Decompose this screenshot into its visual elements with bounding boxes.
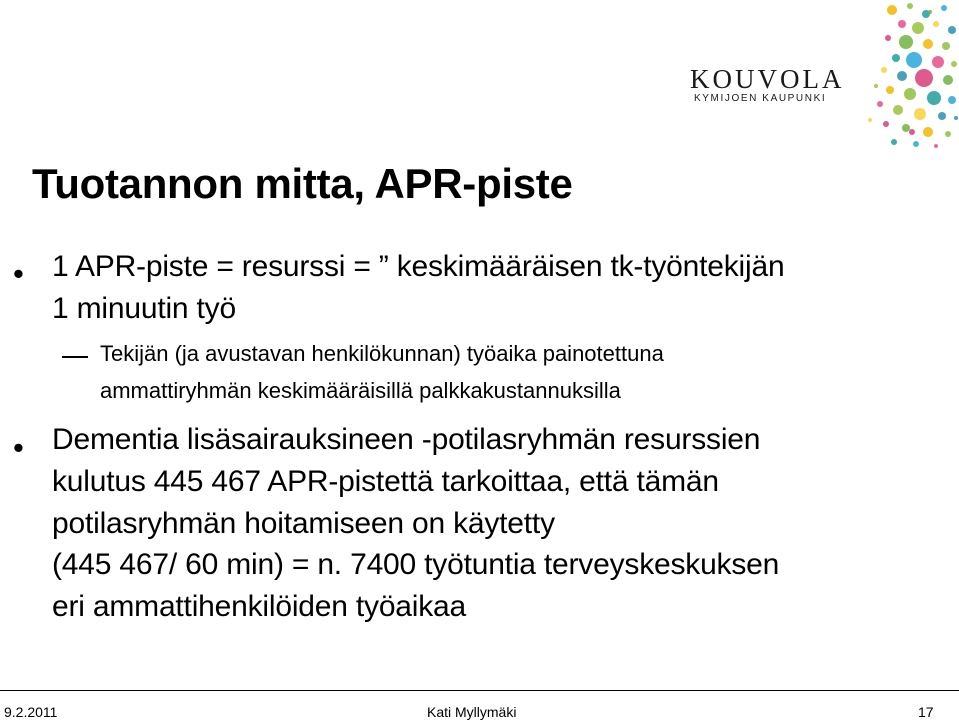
logo-dot bbox=[897, 71, 907, 81]
bullet-marker: • bbox=[13, 430, 24, 465]
logo-dot bbox=[883, 121, 889, 127]
logo-dot bbox=[904, 88, 916, 100]
logo-dot bbox=[951, 61, 957, 67]
logo-dot bbox=[943, 75, 953, 85]
logo-dot bbox=[927, 91, 941, 105]
logo-dot bbox=[928, 10, 932, 14]
slide-title: Tuotannon mitta, APR-piste bbox=[32, 160, 573, 207]
bullet-1-line-1: 1 APR-piste = resurssi = ” keskimääräisen tk-työntekijän bbox=[52, 250, 785, 283]
logo-dot bbox=[913, 141, 919, 147]
logo-dot bbox=[892, 54, 900, 62]
logo-dot bbox=[954, 116, 958, 120]
bullet-2-line-1: Dementia lisäsairauksineen -potilasryhmän resurssien bbox=[52, 423, 761, 456]
logo-dot bbox=[877, 101, 883, 107]
logo-dot bbox=[893, 105, 903, 115]
logo-dot bbox=[948, 96, 956, 104]
footer-author: Kati Myllymäki bbox=[427, 704, 517, 720]
logo-dot bbox=[938, 112, 946, 120]
logo-dot bbox=[948, 26, 956, 34]
logo-dot bbox=[885, 35, 891, 41]
footer-date: 9.2.2011 bbox=[4, 704, 58, 720]
logo-dot bbox=[906, 52, 922, 68]
logo-dot bbox=[941, 5, 947, 11]
bullet-2-line-5: eri ammattihenkilöiden työaikaa bbox=[52, 590, 467, 623]
footer-page-number: 17 bbox=[918, 704, 934, 720]
logo-dot bbox=[899, 35, 913, 49]
logo-subtitle: KYMIJOEN KAUPUNKI bbox=[694, 93, 827, 104]
logo-name: KOUVOLA bbox=[690, 64, 845, 94]
bullet-marker: • bbox=[13, 256, 24, 291]
logo-dot bbox=[934, 144, 938, 148]
logo-dot bbox=[907, 3, 913, 9]
logo-dot bbox=[881, 67, 887, 73]
footer-divider bbox=[0, 690, 959, 691]
logo-dot bbox=[932, 56, 944, 68]
logo-dot bbox=[891, 139, 897, 145]
logo-dot bbox=[898, 20, 906, 28]
logo-dot bbox=[902, 124, 910, 132]
kouvola-logo bbox=[690, 0, 959, 150]
sub-bullet-line-2: ammattiryhmän keskimääräisillä palkkakustannuksilla bbox=[100, 378, 621, 403]
sub-bullet-line-1: Tekijän (ja avustavan henkilökunnan) työaika painotettuna bbox=[100, 341, 664, 366]
logo-dots-icon bbox=[840, 0, 959, 150]
sub-bullet-dash bbox=[62, 356, 88, 358]
logo-dot bbox=[887, 5, 897, 15]
bullet-1-line-2: 1 minuutin työ bbox=[52, 292, 236, 325]
logo-dot bbox=[923, 39, 933, 49]
bullet-2-line-4: (445 467/ 60 min) = n. 7400 työtuntia terveyskeskuksen bbox=[52, 548, 780, 581]
logo-dot bbox=[868, 118, 872, 122]
logo-dot bbox=[915, 69, 933, 87]
logo-dot bbox=[912, 22, 924, 34]
logo-dot bbox=[942, 42, 950, 50]
logo-dot bbox=[923, 127, 933, 137]
logo-dot bbox=[945, 131, 951, 137]
logo-dot bbox=[886, 86, 894, 94]
logo-dot bbox=[909, 129, 915, 135]
logo-dot bbox=[933, 21, 939, 27]
bullet-2-line-2: kulutus 445 467 APR-pistettä tarkoittaa, että tämän bbox=[52, 465, 719, 498]
logo-dot bbox=[914, 108, 926, 120]
logo-dot bbox=[874, 84, 878, 88]
bullet-2-line-3: potilasryhmän hoitamiseen on käytetty bbox=[52, 507, 555, 540]
